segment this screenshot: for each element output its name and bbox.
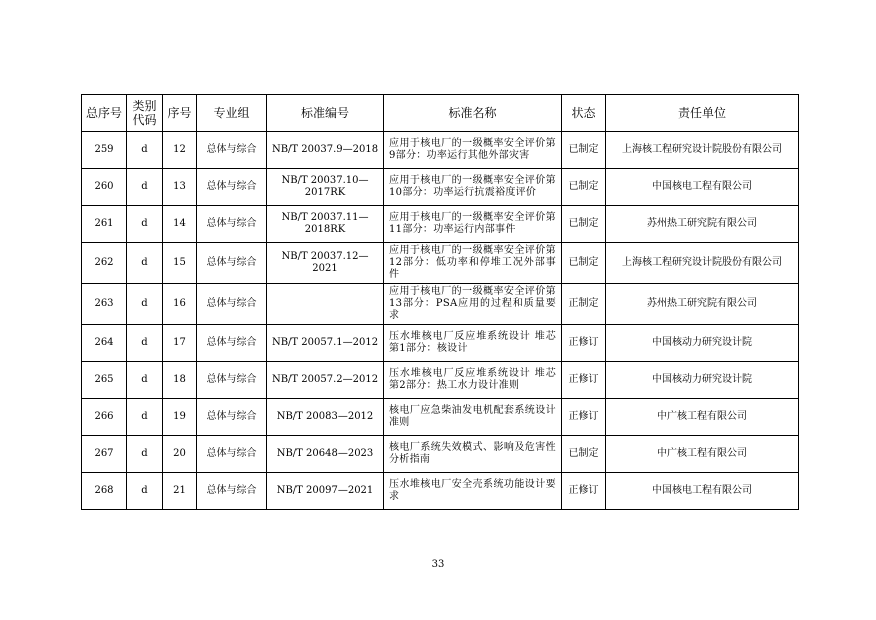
cell-unit: 中国核动力研究设计院 bbox=[606, 325, 799, 362]
table-row bbox=[82, 325, 799, 362]
cell-category: d bbox=[127, 243, 163, 284]
cell-total: 263 bbox=[82, 284, 127, 325]
cell-category: d bbox=[127, 473, 163, 510]
cell-code: NB/T 20097—2021 bbox=[267, 473, 384, 510]
cell-category: d bbox=[127, 325, 163, 362]
cell-code: NB/T 20037.9—2018 bbox=[267, 132, 384, 169]
cell-name: 应用于核电厂的一级概率安全评价第13部分：PSA应用的过程和质量要求 bbox=[384, 284, 562, 325]
cell-status: 正修订 bbox=[562, 325, 606, 362]
cell-group: 总体与综合 bbox=[197, 399, 267, 436]
cell-group: 总体与综合 bbox=[197, 436, 267, 473]
cell-status: 正修订 bbox=[562, 399, 606, 436]
cell-total: 267 bbox=[82, 436, 127, 473]
header-standard-code: 标准编号 bbox=[267, 95, 384, 132]
cell-sequence: 18 bbox=[163, 362, 197, 399]
table-row bbox=[82, 243, 799, 284]
cell-group: 总体与综合 bbox=[197, 473, 267, 510]
cell-name: 压水堆核电厂反应堆系统设计 堆芯 第2部分：热工水力设计准则 bbox=[384, 362, 562, 399]
cell-category: d bbox=[127, 284, 163, 325]
cell-total: 265 bbox=[82, 362, 127, 399]
cell-code: NB/T 20037.11—2018RK bbox=[267, 206, 384, 243]
cell-status: 已制定 bbox=[562, 132, 606, 169]
cell-group: 总体与综合 bbox=[197, 169, 267, 206]
header-responsible-unit: 责任单位 bbox=[606, 95, 799, 132]
cell-code: NB/T 20037.12—2021 bbox=[267, 243, 384, 284]
cell-category: d bbox=[127, 362, 163, 399]
header-total-number: 总序号 bbox=[82, 95, 127, 132]
cell-unit: 上海核工程研究设计院股份有限公司 bbox=[606, 132, 799, 169]
cell-sequence: 16 bbox=[163, 284, 197, 325]
header-sequence: 序号 bbox=[163, 95, 197, 132]
cell-name: 压水堆核电厂反应堆系统设计 堆芯 第1部分：核设计 bbox=[384, 325, 562, 362]
cell-total: 261 bbox=[82, 206, 127, 243]
table-row bbox=[82, 399, 799, 436]
cell-status: 已制定 bbox=[562, 436, 606, 473]
cell-total: 259 bbox=[82, 132, 127, 169]
cell-name: 核电厂应急柴油发电机配套系统设计准则 bbox=[384, 399, 562, 436]
cell-code: NB/T 20083—2012 bbox=[267, 399, 384, 436]
cell-status: 正修订 bbox=[562, 362, 606, 399]
table-row bbox=[82, 169, 799, 206]
cell-unit: 中国核动力研究设计院 bbox=[606, 362, 799, 399]
cell-category: d bbox=[127, 132, 163, 169]
cell-category: d bbox=[127, 436, 163, 473]
cell-sequence: 17 bbox=[163, 325, 197, 362]
cell-sequence: 20 bbox=[163, 436, 197, 473]
cell-group: 总体与综合 bbox=[197, 325, 267, 362]
cell-group: 总体与综合 bbox=[197, 362, 267, 399]
cell-unit: 中国核电工程有限公司 bbox=[606, 169, 799, 206]
table-row bbox=[82, 473, 799, 510]
cell-code: NB/T 20057.2—2012 bbox=[267, 362, 384, 399]
table-row bbox=[82, 206, 799, 243]
cell-unit: 苏州热工研究院有限公司 bbox=[606, 284, 799, 325]
cell-group: 总体与综合 bbox=[197, 206, 267, 243]
cell-unit: 中国核电工程有限公司 bbox=[606, 473, 799, 510]
cell-sequence: 15 bbox=[163, 243, 197, 284]
header-status: 状态 bbox=[562, 95, 606, 132]
cell-name: 压水堆核电厂安全壳系统功能设计要求 bbox=[384, 473, 562, 510]
cell-sequence: 13 bbox=[163, 169, 197, 206]
cell-name: 应用于核电厂的一级概率安全评价第10部分：功率运行抗震裕度评价 bbox=[384, 169, 562, 206]
table-row bbox=[82, 362, 799, 399]
table-row bbox=[82, 436, 799, 473]
cell-group: 总体与综合 bbox=[197, 243, 267, 284]
cell-status: 已制定 bbox=[562, 206, 606, 243]
header-category-code: 类别 代码 bbox=[127, 95, 163, 132]
cell-code bbox=[267, 284, 384, 325]
cell-group: 总体与综合 bbox=[197, 132, 267, 169]
cell-total: 264 bbox=[82, 325, 127, 362]
cell-total: 268 bbox=[82, 473, 127, 510]
cell-code: NB/T 20037.10—2017RK bbox=[267, 169, 384, 206]
cell-status: 正修订 bbox=[562, 473, 606, 510]
header-group: 专业组 bbox=[197, 95, 267, 132]
cell-category: d bbox=[127, 206, 163, 243]
cell-total: 260 bbox=[82, 169, 127, 206]
cell-unit: 中广核工程有限公司 bbox=[606, 399, 799, 436]
cell-sequence: 12 bbox=[163, 132, 197, 169]
cell-unit: 苏州热工研究院有限公司 bbox=[606, 206, 799, 243]
table-header-row bbox=[82, 95, 799, 132]
cell-name: 应用于核电厂的一级概率安全评价第11部分：功率运行内部事件 bbox=[384, 206, 562, 243]
table-row bbox=[82, 284, 799, 325]
cell-name: 应用于核电厂的一级概率安全评价第9部分：功率运行其他外部灾害 bbox=[384, 132, 562, 169]
cell-category: d bbox=[127, 399, 163, 436]
cell-group: 总体与综合 bbox=[197, 284, 267, 325]
cell-total: 266 bbox=[82, 399, 127, 436]
cell-status: 已制定 bbox=[562, 243, 606, 284]
cell-code: NB/T 20057.1—2012 bbox=[267, 325, 384, 362]
page-number: 33 bbox=[431, 559, 445, 570]
cell-sequence: 14 bbox=[163, 206, 197, 243]
cell-name: 核电厂系统失效模式、影响及危害性分析指南 bbox=[384, 436, 562, 473]
cell-code: NB/T 20648—2023 bbox=[267, 436, 384, 473]
header-standard-name: 标准名称 bbox=[384, 95, 562, 132]
cell-category: d bbox=[127, 169, 163, 206]
table-row bbox=[82, 132, 799, 169]
cell-sequence: 19 bbox=[163, 399, 197, 436]
cell-status: 正制定 bbox=[562, 284, 606, 325]
cell-unit: 上海核工程研究设计院股份有限公司 bbox=[606, 243, 799, 284]
cell-name: 应用于核电厂的一级概率安全评价第12部分：低功率和停堆工况外部事件 bbox=[384, 243, 562, 284]
standards-table bbox=[81, 94, 799, 510]
cell-sequence: 21 bbox=[163, 473, 197, 510]
cell-status: 已制定 bbox=[562, 169, 606, 206]
cell-total: 262 bbox=[82, 243, 127, 284]
cell-unit: 中广核工程有限公司 bbox=[606, 436, 799, 473]
